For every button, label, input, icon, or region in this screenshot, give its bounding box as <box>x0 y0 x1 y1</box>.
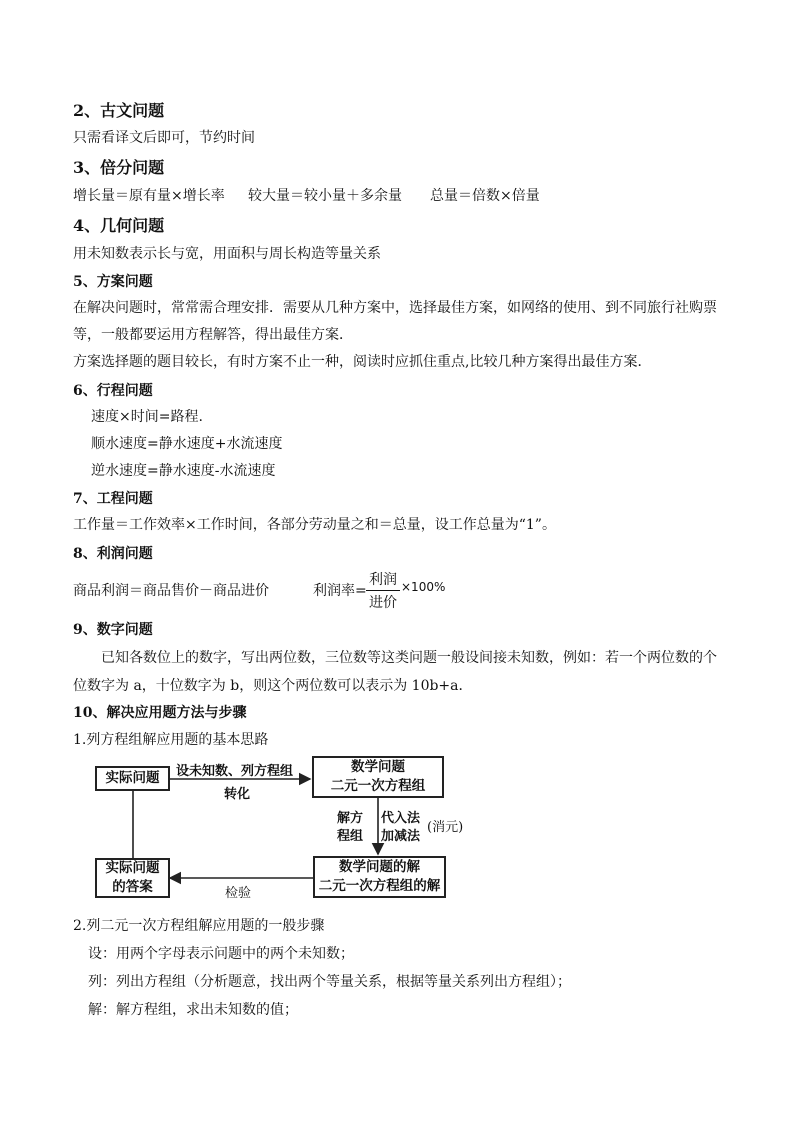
section-8-formula-profit: 商品利润＝商品售价－商品进价 <box>73 583 269 599</box>
label-solve-1: 解方 <box>337 811 364 826</box>
section-10-step-1: 设：用两个字母表示问题中的两个未知数； <box>88 946 354 962</box>
section-4-title: 4、几何问题 <box>73 216 165 235</box>
box-real-answer <box>95 858 170 898</box>
fraction-numerator: 利润 <box>369 572 397 588</box>
box-real-answer-line-1: 实际问题 <box>105 860 160 876</box>
fraction-denominator: 进价 <box>369 595 397 611</box>
section-5-line-3: 方案选择题的题目较长，有时方案不止一种，阅读时应抓住重点,比较几种方案得出最佳方案． <box>73 354 652 370</box>
section-8-rate-tail: ×100% <box>401 580 446 594</box>
label-elimination-note: (消元) <box>427 820 464 835</box>
label-transform: 转化 <box>224 787 251 802</box>
section-10-subtitle-2: 2.列二元一次方程组解应用题的一般步骤 <box>73 918 325 934</box>
label-set-unknowns: 设未知数、列方程组 <box>176 764 294 779</box>
section-9-line-1: 已知各数位上的数字，写出两位数，三位数等这类问题一般设间接未知数，例如：若一个两位数的个 <box>101 650 717 666</box>
section-3-formula-2: 较大量＝较小量＋多余量 <box>248 188 402 204</box>
label-substitution: 代入法 <box>381 811 421 826</box>
box-math-problem-line-2: 二元一次方程组 <box>330 778 426 794</box>
section-5-line-1: 在解决问题时，常常需合理安排．需要从几种方案中，选择最佳方案，如网络的使用、到不同旅行社购票 <box>73 300 717 316</box>
section-2-text: 只需看译文后即可，节约时间 <box>73 130 255 146</box>
section-8-rate-label: 利润率= <box>313 583 367 599</box>
section-3-formula-1: 增长量＝原有量×增长率 <box>73 188 225 204</box>
section-5-line-2: 等，一般都要运用方程解答，得出最佳方案． <box>73 327 353 343</box>
box-math-solution-line-1: 数学问题的解 <box>339 859 420 875</box>
section-9-title: 9、数字问题 <box>73 622 153 638</box>
box-real-problem-label: 实际问题 <box>105 770 160 786</box>
section-6-line-1: 速度×时间=路程. <box>91 409 203 425</box>
box-math-solution-line-2: 二元一次方程组的解 <box>318 878 441 894</box>
box-math-problem <box>312 756 444 798</box>
box-real-problem <box>95 766 170 791</box>
section-10-subtitle-1: 1.列方程组解应用题的基本思路 <box>73 732 269 748</box>
section-5-title: 5、方案问题 <box>73 274 153 290</box>
label-solve-2: 程组 <box>337 829 364 844</box>
section-10-title: 10、解决应用题方法与步骤 <box>73 705 247 721</box>
label-verify: 检验 <box>225 886 252 901</box>
section-6-line-2: 顺水速度=静水速度+水流速度 <box>91 436 283 452</box>
section-3-formula-3: 总量＝倍数×倍量 <box>430 188 540 204</box>
section-4-text: 用未知数表示长与宽，用面积与周长构造等量关系 <box>73 246 381 262</box>
section-6-title: 6、行程问题 <box>73 383 153 399</box>
section-7-text: 工作量＝工作效率×工作时间，各部分劳动量之和＝总量，设工作总量为“1”。 <box>73 517 556 533</box>
section-9-line-2: 位数字为 a，十位数字为 b，则这个两位数可以表示为 10b+a． <box>73 678 473 694</box>
section-2-title: 2、古文问题 <box>73 101 165 120</box>
box-math-solution <box>313 856 446 898</box>
section-7-title: 7、工程问题 <box>73 491 153 507</box>
box-math-problem-line-1: 数学问题 <box>351 759 405 775</box>
section-10-step-2: 列：列出方程组（分析题意，找出两个等量关系，根据等量关系列出方程组）； <box>88 974 571 990</box>
section-8-title: 8、利润问题 <box>73 546 153 562</box>
label-elimination: 加减法 <box>381 829 421 844</box>
section-10-step-3: 解：解方程组，求出未知数的值； <box>88 1002 298 1018</box>
section-6-line-3: 逆水速度=静水速度-水流速度 <box>91 463 276 479</box>
box-real-answer-line-2: 的答案 <box>112 879 153 895</box>
section-3-title: 3、倍分问题 <box>73 158 165 177</box>
